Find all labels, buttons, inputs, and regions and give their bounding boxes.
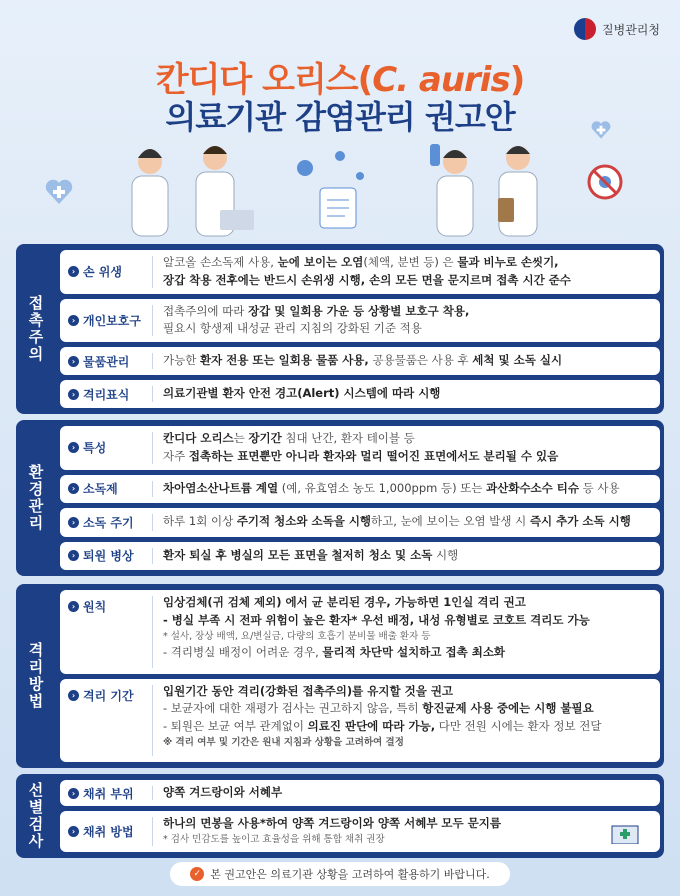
bullet-icon: › bbox=[68, 315, 79, 326]
footer-note: ✓ 본 권고안은 의료기관 상황을 고려하여 활용하기 바랍니다. bbox=[170, 862, 510, 886]
row-disinfectant: › 소독제 차아염소산나트륨 계열 (예, 유효염소 농도 1,000ppm 등) 또는 과산화수소수 티슈 등 사용 bbox=[60, 475, 660, 503]
section-screening bbox=[16, 774, 664, 858]
bullet-icon: › bbox=[68, 266, 79, 277]
section-contact-precautions bbox=[16, 244, 664, 414]
row-equipment: › 물품관리 가능한 환자 전용 또는 일회용 물품 사용, 공용물품은 사용 후 세척 및 소독 실시 bbox=[60, 347, 660, 375]
doctor-with-laptop-icon bbox=[196, 146, 254, 236]
row-disinfection-cycle: › 소독 주기 하루 1회 이상 주기적 청소와 소독을 시행하고, 눈에 보이는 오염 발생 시 즉시 추가 소독 시행 bbox=[60, 508, 660, 536]
row-collection-method: › 채취 방법 하나의 면봉을 사용*하여 양쪽 겨드랑이와 양쪽 서혜부 모두 문지름 * 검사 민감도를 높이고 효율성을 위해 통합 채취 권장 bbox=[60, 811, 660, 852]
bullet-icon: › bbox=[68, 442, 79, 453]
bullet-icon: › bbox=[68, 483, 79, 494]
bullet-icon: › bbox=[68, 826, 79, 837]
bullet-icon: › bbox=[68, 788, 79, 799]
check-icon: ✓ bbox=[190, 867, 204, 881]
page-subtitle: 의료기관 감염관리 권고안 bbox=[165, 98, 515, 136]
clipboard-icon bbox=[320, 188, 356, 228]
row-discharge-bed: › 퇴원 병상 환자 퇴실 후 병실의 모든 표면을 철저히 청소 및 소독 시행 bbox=[60, 542, 660, 570]
government-emblem-icon bbox=[574, 18, 596, 40]
row-collection-site: › 채취 부위 양쪽 겨드랑이와 서혜부 bbox=[60, 780, 660, 806]
nurse-icon bbox=[430, 144, 473, 236]
page-title: 칸디다 오리스(C. auris) bbox=[155, 60, 525, 100]
virus-icon bbox=[297, 151, 364, 180]
section-environment bbox=[16, 420, 664, 576]
bullet-icon: › bbox=[68, 517, 79, 528]
row-principle: › 원칙 임상검체(귀 검체 제외) 에서 균 분리된 경우, 가능하면 1인실 격리 권고 - 병실 부족 시 전파 위험이 높은 환자* 우선 배정, 내성 유형별로 코호트 격리도 가능 * 설사, 장상 배액, 요/변실금, 다량의 호흡기 분비물 배출 환자 등 - 격리병실 배정이 어려운 경우, 물리적 차단막 설치하고 접촉 최소화 bbox=[60, 590, 660, 674]
heart-plus-icon bbox=[590, 120, 612, 140]
row-isolation-period: › 격리 기간 입원기간 동안 격리(강화된 접촉주의)를 유지할 것을 권고 - 보균자에 대한 재평가 검사는 권고하지 않음, 특히 항진균제 사용 중에는 시행 불필요 - 퇴원은 보균 여부 관계없이 의료진 판단에 따라 가능, 다만 전원 시에는 환자 정보 전달 ※ 격리 여부 및 기간은 원내 지침과 상황을 고려하여 결정 bbox=[60, 679, 660, 763]
heart-plus-icon bbox=[44, 178, 74, 206]
bullet-icon: › bbox=[68, 601, 79, 612]
row-hand-hygiene: › 손 위생 알코올 손소독제 사용, 눈에 보이는 오염(체액, 분변 등) 은 물과 비누로 손씻기, 장갑 착용 전후에는 반드시 손위생 시행, 손의 모든 면을 문지르며 접촉 시간 준수 bbox=[60, 250, 660, 294]
bullet-icon: › bbox=[68, 550, 79, 561]
agency-logo bbox=[574, 18, 660, 40]
row-ppe: › 개인보호구 접촉주의에 따라 장갑 및 일회용 가운 등 상황별 보호구 착용, 필요시 항생제 내성균 관리 지침의 강화된 기준 적용 bbox=[60, 299, 660, 343]
row-characteristics: › 특성 칸디다 오리스는 장기간 침대 난간, 환자 테이블 등 자주 접촉하는 표면뿐만 아니라 환자와 멀리 떨어진 표면에서도 분리될 수 있음 bbox=[60, 426, 660, 470]
section-isolation bbox=[16, 584, 664, 768]
agency-name: 질병관리청 bbox=[602, 22, 660, 37]
section-label: 접촉주의 bbox=[26, 295, 45, 363]
no-virus-icon bbox=[589, 166, 621, 198]
bullet-icon: › bbox=[68, 389, 79, 400]
section-label: 환경관리 bbox=[26, 464, 45, 532]
medical-staff-illustration bbox=[40, 140, 640, 240]
section-label: 선별검사 bbox=[26, 782, 45, 850]
doctor-with-clipboard-icon bbox=[498, 146, 537, 236]
bullet-icon: › bbox=[68, 690, 79, 701]
bullet-icon: › bbox=[68, 356, 79, 367]
row-isolation-sign: › 격리표식 의료기관별 환자 안전 경고(Alert) 시스템에 따라 시행 bbox=[60, 380, 660, 408]
doctor-icon bbox=[132, 149, 168, 236]
hospital-icon bbox=[610, 822, 640, 844]
section-label: 격리방법 bbox=[26, 642, 45, 710]
